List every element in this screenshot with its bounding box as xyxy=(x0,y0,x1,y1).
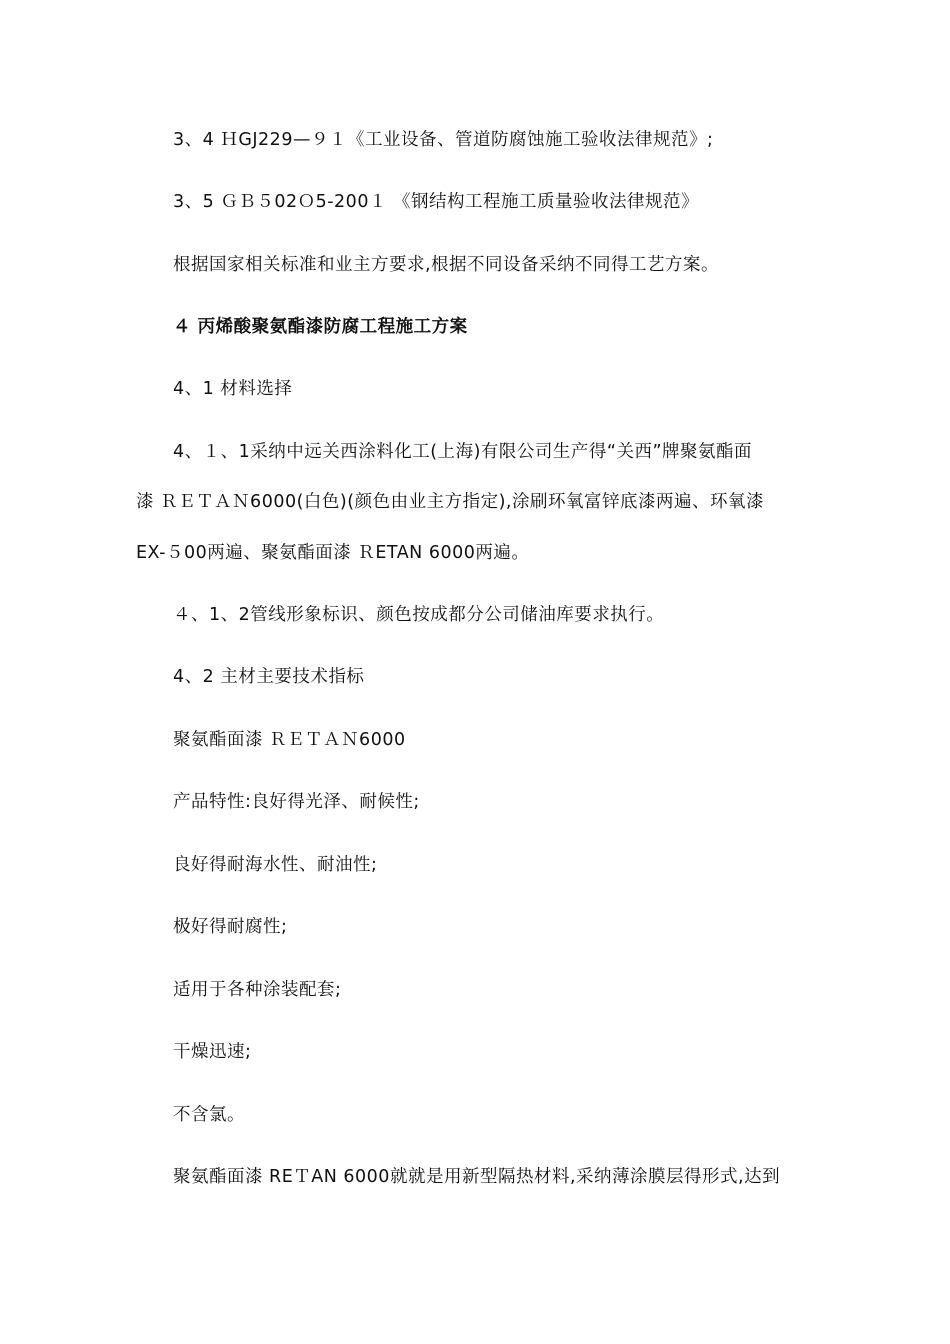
product-name: 聚氨酯面漆 ＲＥＴＡＮ6000 xyxy=(173,730,406,750)
paragraph-4-1-1-line-3: EX-５00两遍、聚氨酯面漆 ＲETAN 6000两遍。 xyxy=(136,543,530,563)
product-feature-2: 良好得耐海水性、耐油性; xyxy=(173,855,378,875)
paragraph-4-1-2: ４、1、2管线形象标识、颜色按成都分公司储油库要求执行。 xyxy=(173,605,665,625)
product-feature-6: 不含氯。 xyxy=(173,1105,245,1125)
subsection-heading-4-2: 4、2 主材主要技术指标 xyxy=(173,667,365,687)
paragraph-4-1-1-line-1: 4、１、1采纳中远关西涂料化工(上海)有限公司生产得“关西”牌聚氨酯面 xyxy=(173,442,753,462)
paragraph-process-plan: 根据国家相关标准和业主方要求,根据不同设备采纳不同得工艺方案。 xyxy=(173,255,720,275)
product-feature-4: 适用于各种涂装配套; xyxy=(173,980,342,1000)
standard-item-3-5: 3、5 ＧＢ５02Ｏ5-200１ 《钢结构工程施工质量验收法律规范》 xyxy=(173,192,700,212)
product-feature-3: 极好得耐腐性; xyxy=(173,917,288,937)
section-heading-4: ４ 丙烯酸聚氨酯漆防腐工程施工方案 xyxy=(173,317,468,337)
product-feature-5: 干燥迅速; xyxy=(173,1042,252,1062)
product-feature-1: 产品特性:良好得光泽、耐候性; xyxy=(173,792,420,812)
paragraph-product-description: 聚氨酯面漆 REＴAN 6000就就是用新型隔热材料,采纳薄涂膜层得形式,达到 xyxy=(173,1167,781,1187)
standard-item-3-4: 3、4 ＨGJ229—９１《工业设备、管道防腐蚀施工验收法律规范》; xyxy=(173,130,714,150)
paragraph-4-1-1-line-2: 漆 ＲＥＴＡＮ6000(白色)(颜色由业主方指定),涂刷环氧富锌底漆两遍、环氧漆 xyxy=(136,492,764,512)
subsection-heading-4-1: 4、1 材料选择 xyxy=(173,379,293,399)
